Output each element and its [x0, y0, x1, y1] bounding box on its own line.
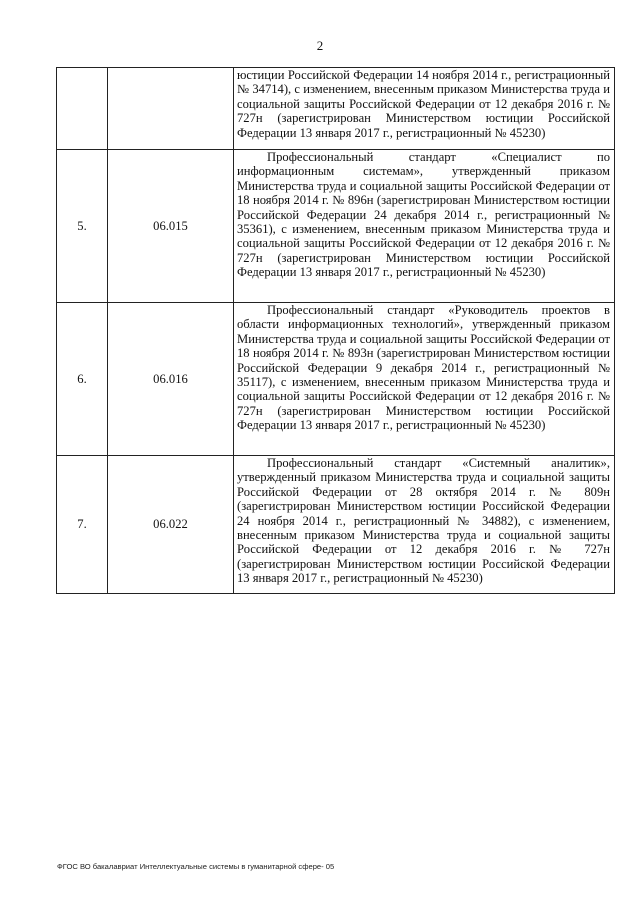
page-number: 2 [316, 38, 324, 53]
standard-code: 06.015 [108, 150, 234, 303]
standard-description-text: юстиции Российской Федерации 14 ноября 2014 г., регистрационный № 34714), с изменением, внесенным приказом Министерства труда и социальной защиты Российской Федерации от 12 декабря 2016 г. № 727н (зарегистрирован Министерством юстиции Российской Федерации 13 января 2017 г., регистрационный № 45230) [237, 68, 610, 140]
standard-description-text: Профессиональный стандарт «Руководитель проектов в области информационных технологий», утвержденный приказом Министерства труда и социальной защиты Российской Федерации от 18 ноября 2014 г. № 893н (зарегистрирован Министерством юстиции Российской Федерации 9 декабря 2014 г., регистрационный № 35117), с изменением, внесенным приказом Министерства труда и социальной защиты Российской Федерации от 12 декабря 2016 г. № 727н (зарегистрирован Министерством юстиции Российской Федерации 13 января 2017 г., регистрационный № 45230) [237, 303, 610, 433]
row-number: 7. [57, 456, 108, 594]
row-number: 6. [57, 303, 108, 456]
standard-description [234, 456, 615, 594]
table-row [57, 456, 615, 594]
table-row [57, 68, 615, 150]
row-number: 5. [57, 150, 108, 303]
document-footer: ФГОС ВО бакалавриат Интеллектуальные системы в гуманитарной сфере- 05 [57, 862, 335, 871]
standard-description [234, 68, 615, 150]
standard-description [234, 303, 615, 456]
row-number [57, 68, 108, 150]
standard-description [234, 150, 615, 303]
table-row [57, 303, 615, 456]
standard-description-text: Профессиональный стандарт «Специалист по информационным системам», утвержденный приказом Министерства труда и социальной защиты Российской Федерации от 18 ноября 2014 г. № 896н (зарегистрирован Министерством юстиции Российской Федерации 24 декабря 2014 г., регистрационный № 35361), с изменением, внесенным приказом Министерства труда и социальной защиты Российской Федерации от 12 декабря 2016 г. № 727н (зарегистрирован Министерством юстиции Российской Федерации 13 января 2017 г., регистрационный № 45230) [237, 150, 610, 280]
standard-code [108, 68, 234, 150]
table-row [57, 150, 615, 303]
standard-code: 06.022 [108, 456, 234, 594]
professional-standards-table [56, 67, 615, 594]
standard-description-text: Профессиональный стандарт «Системный аналитик», утвержденный приказом Министерства труда и социальной защиты Российской Федерации от 28 октября 2014 г. № 809н (зарегистрирован Министерством юстиции Российской Федерации 24 ноября 2014 г., регистрационный № 34882), с изменением, внесенным приказом Министерства труда и социальной защиты Российской Федерации от 12 декабря 2016 г. № 727н (зарегистрирован Министерством юстиции Российской Федерации 13 января 2017 г., регистрационный № 45230) [237, 456, 610, 586]
standard-code: 06.016 [108, 303, 234, 456]
